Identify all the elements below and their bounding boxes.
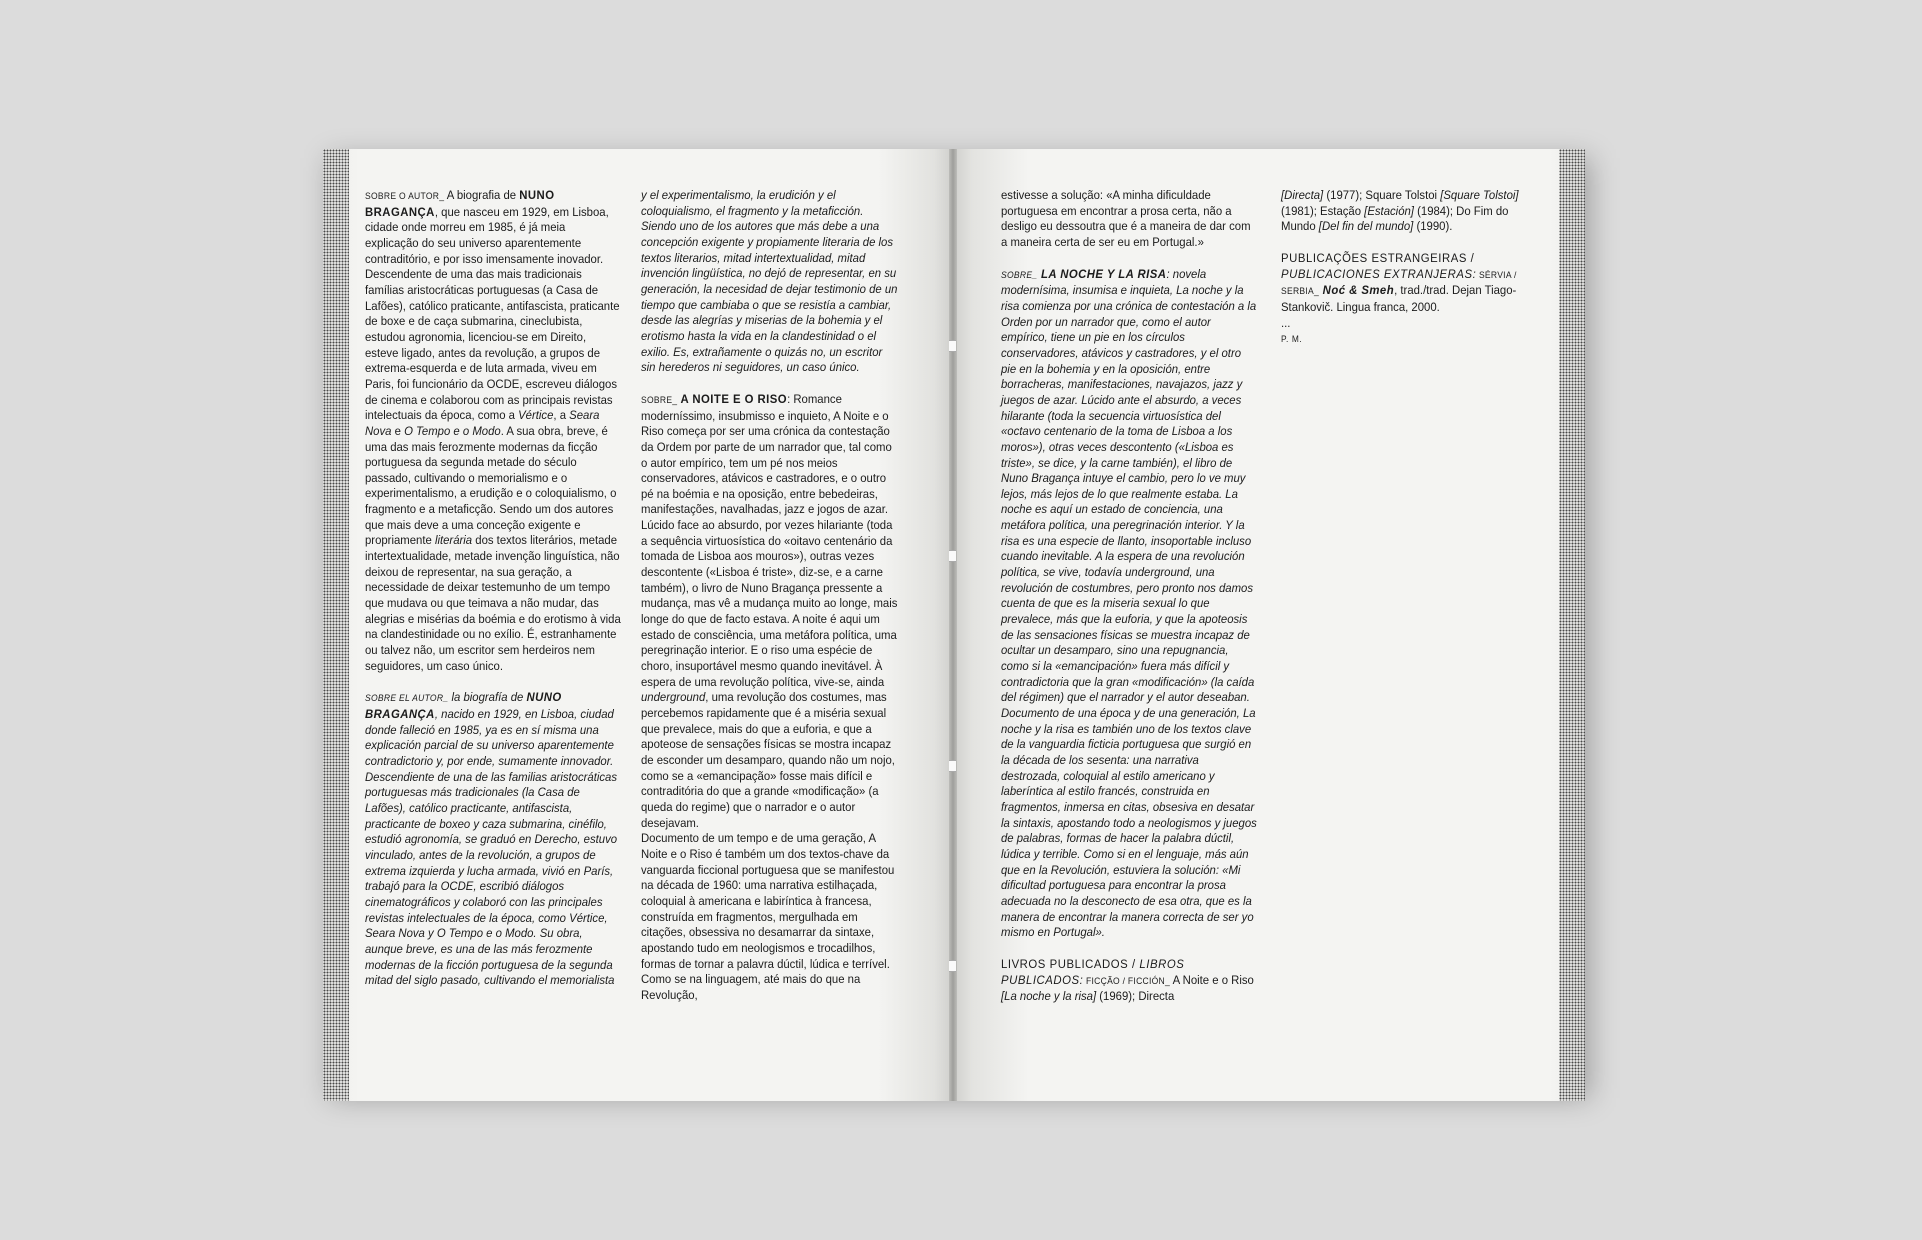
text: comienza por una crónica de contestación a la Orden por un narrador que, como el autor empírico, tiene un pie en los círculos conservadores, atávicos y castradores, y el otro pie en la bohemia y en la oposición, entre borracheras, manifestaciones, navajazos, jazz y juegos de azar. Lúcido ante el absurdo, a veces hilarante (toda la secuencia virtuosística del «octavo centenario de la toma de Lisboa a los moros»), otras veces descontento («Lisboa es triste», se dice, y la carne también), el libro de Nuno Bragança intuye el cambio, pero lo ve muy lejos, más lejos de lo que realmente estaba. [1001, 298, 1257, 501]
magazine-title: Seara Nova [365, 408, 600, 438]
book-title: Noć & Smeh [1319, 283, 1395, 298]
about-author-es [365, 690, 622, 988]
section-label: FICÇÃO / FICCIÓN_ [1083, 975, 1171, 986]
binding-stitch [949, 550, 956, 562]
author-name: NUNO BRAGANÇA [365, 188, 555, 219]
text: la biografía de [448, 690, 527, 705]
work-title: A noite [792, 612, 827, 627]
text: , que nasceu em 1929, em Lisboa, cidade onde morreu em 1985, é já meia explicação do seu universo aparentemente contraditório, e por isso imensamente inovador. Descendente de uma das mais tradicionais famílias aristocráticas portuguesas (a Casa de Lafões), católico praticante, antifascista, praticante de boxe e de caça submarina, cineclubista, estudou agronomia, licenciou-se em Direito, esteve ligado, antes da revolução, a grupos de extrema-esquerda e de luta armada, viveu em Paris, foi funcionário da OCDE, escreveu diálogos de cinema e colaborou com as principais revistas intelectuais da época, como a [365, 204, 620, 423]
book-gutter [949, 149, 957, 1101]
about-novel-pt-cont: estivesse a solução: «A minha dificuldade portuguesa em encontrar a prosa certa, não a desligo eu dessoutra que é a maneira de dar com a maneira certa de ser eu em Portugal.» [1001, 188, 1251, 249]
binding-stitch [949, 760, 956, 772]
book-title-es: [Del fin del mundo] [1318, 219, 1414, 234]
author-initials: P. M. [1281, 334, 1303, 345]
author-name: NUNO BRAGANÇA [365, 690, 562, 721]
text: (1984); Do Fim do Mundo [1281, 203, 1509, 234]
foreign-publications [1281, 251, 1532, 348]
emphasis: literária [434, 533, 473, 548]
section-label: SOBRE_ [1001, 269, 1038, 280]
book-title-es: [Directa] [1281, 188, 1324, 202]
text: . A sua obra, breve, é uma das mais ferozmente modernas da ficção portuguesa da segunda metade do século passado, cultivando o memorialismo e o experimentalismo, a erudição e o coloquialismo, o fragmento e a metaficção. Sendo um dos autores que mais deve a uma conceção exigente e propriamente [365, 423, 617, 548]
column-3 [1001, 188, 1258, 1021]
text: (1977); Square Tolstoi [1323, 188, 1441, 202]
binding-stitch [949, 960, 956, 972]
text: A biografia de [444, 188, 520, 202]
book-title-es: [La noche y la risa] [1001, 989, 1097, 1004]
about-novel-es [1001, 267, 1258, 941]
work-title: La noche y la risa [1001, 706, 1256, 736]
halftone-edge-left [323, 149, 349, 1101]
work-title: La noche y la risa [1001, 283, 1244, 313]
text: , uma revolução dos costumes, mas percebemos rapidamente que é a miséria sexual que prevalece, mais do que a euforia, e que a apoteose de sensações físicas se mostra incapaz de esconder um desamparo, quando não um nojo, como se a «emancipação» fosse mais difícil e contraditória do que a grande «modificação» (a queda do regime) que o narrador e o autor desejavam. [641, 690, 895, 830]
text: : Romance moderníssimo, insubmisso e inquieto, [641, 391, 842, 423]
magazine-title: Vértice [518, 408, 554, 423]
text: , trad./trad. Dejan Tiago-Stankovič. Lingua franca, 2000. [1281, 283, 1517, 314]
published-books [1001, 957, 1258, 1005]
text: , a [553, 408, 570, 423]
book-title-es: [Square Tolstoi] [1440, 188, 1519, 202]
text: começa por ser uma crónica da contestação da Ordem por parte de um narrador que, tal como o autor empírico, tem um pé nos meios conservadores, atávicos e castradores, e o outro pé na boémia e na oposição, entre bebedeiras, manifestações, navalhadas, jazz e jogos de azar. Lúcido face ao absurdo, por vezes hilariante (toda a sequência virtuosística do «oitavo centenário da tomada de Lisboa aos mouros»), outras vezes descontente («Lisboa é triste», diz-se, e a carne também), o livro de Nuno Bragança pressente a mudança, mas vê a mudança muito ao longe, mais longe do que de facto estava. [641, 424, 898, 627]
work-title: A Noite e o Riso [641, 831, 876, 861]
work-title: La noche [1001, 486, 1238, 517]
section-label: SOBRE O AUTOR_ [365, 191, 445, 201]
published-books-cont [1281, 188, 1532, 235]
section-label: SOBRE_ [641, 394, 678, 405]
text: e [391, 423, 405, 438]
text: Documento de una época y de una generación, [1001, 706, 1243, 720]
ellipsis: ... [1281, 315, 1291, 330]
work-title: A Noite e o Riso [641, 408, 889, 439]
book-title: A Noite e o Riso [1170, 972, 1254, 987]
text: (1969); Directa [1096, 989, 1175, 1004]
section-label: SOBRE EL AUTOR_ [365, 693, 449, 704]
binding-stitch [949, 340, 956, 352]
text: : novela modernísima, insumisa e inquieta, [1001, 266, 1207, 298]
novel-title: A NOITE E O RISO [677, 391, 788, 406]
book-title-es: [Estación] [1364, 203, 1414, 218]
text: es aquí un estado de conciencia, una metáfora política, una peregrinación interior. [1001, 502, 1226, 533]
about-author-es-cont: y el experimentalismo, la erudición y el coloquialismo, el fragmento y la metaficción. Siendo uno de los autores que más debe a una concepción exigente y propiamente literaria de los textos literarios, mitad intertextualidad, mitad invención lingüística, no dejó de representar, en su generación, la necesidad de dejar testimonio de un tiempo que cambiaba o que se resistía a cambiar, desde las alegrías y miserias de la bohemia y el erotismo hasta la vida en la clandestinidad o el exilio. Es, extrañamente o quizás no, un escritor sin herederos ni seguidores, un caso único. [641, 188, 898, 375]
text: , nacido en 1929, en Lisboa, ciudad donde falleció en 1985, ya es en sí misma una explicación parcial de su universo aparentemente contradictorio y, por ende, sumamente innovador. Descendiente de una de las familias aristocráticas portuguesas más tradicionales (la Casa de Lafões), católico practicante, antifascista, practicante de boxeo y caza submarina, cinéfilo, estudió agronomía, se graduó en Derecho, estuvo vinculado, antes de la revolución, a grupos de extrema izquierda y lucha armada, vivió en París, trabajó para la OCDE, escribió diálogos cinematográficos y colaboró con las principales revistas intelectuales de la época, como Vértice, Seara Nova y O Tempo e o Modo. Su obra, aunque breve, es una de las más ferozmente modernas de la ficción portuguesa de la segunda mitad del siglo pasado, cultivando el memorialista [365, 707, 618, 988]
heading: PUBLICACIONES EXTRANJERAS: [1281, 266, 1477, 281]
heading: PUBLICAÇÕES ESTRANGEIRAS / [1281, 250, 1475, 265]
text: es también uno de los textos clave de la vanguardia ficticia portuguesa que surgió en la década de los sesenta: una narrativa destrozada, coloquial al estilo americano y laberíntica al estilo francés, construida en fragmentos, inmersa en citas, obsesiva en desatar la sintaxis, apostando todo a neologismos y juegos de palabras, formas de hacer la palabra dúctil, lúdica y terrible. Como si en el lenguaje, más aún que en la Revolución, estuviera la solución: «Mi dificultad portuguesa para encontrar la prosa adecuada no la desconecto de esa otra, que es la manera de encontrar la manera correcta de ser yo mismo en Portugal». [1001, 721, 1257, 940]
about-author-pt [365, 188, 622, 674]
text: es una especie de llanto, insoportable incluso cuando inevitable. A la espera de una revolución política, se vive, todavía underground, una revolución de costumbres, pero pronto nos damos cuenta de que es la miseria sexual lo que prevalece, más que la euforia, y que la apoteosis de las sensaciones físicas se muestra incapaz de ocultar un desamparo, sino una repugnancia, como si la «emancipación» fuera más difícil y contradictoria que la gran «modificación» (la caída del régimen) que el narrador y el autor deseaban. [1001, 533, 1255, 705]
work-title: Y la risa [1001, 518, 1245, 548]
text: (1981); Estação [1281, 203, 1365, 218]
work-title: E o riso [750, 643, 790, 658]
halftone-edge-right [1559, 149, 1585, 1101]
text: é também um dos textos-chave da vanguarda ficcional portuguesa que se manifestou na década de 1960: uma narrativa estilhaçada, coloquial à americana e labiríntica à francesa, construída em fragmentos, mergulhada em citações, obsessiva no desamarrar da sintaxe, apostando tudo em neologismos e trocadilhos, formas de tornar a palavra dúctil, lúdica e terrível. Como se na linguagem, até mais do que na Revolução, [641, 846, 895, 1002]
text: é aqui um estado de consciência, uma metáfora política, uma peregrinação interior. [641, 612, 897, 658]
heading: LIBROS PUBLICADOS: [1001, 956, 1185, 987]
section-label: SÉRVIA / SERBIA_ [1281, 269, 1517, 297]
about-novel-pt [641, 392, 898, 1004]
heading: LIVROS PUBLICADOS / [1001, 956, 1140, 971]
text: dos textos literários, metade intertextualidade, metade invenção linguística, não deixou de representar, na sua geração, a necessidade de deixar testemunho de um tempo que mudava ou que teimava a não mudar, das alegrias e misérias da boémia e do erotismo à vida na clandestinidade ou no exílio. É, estranhamente ou talvez não, um escritor sem herdeiros nem seguidores, um caso único. [365, 533, 621, 673]
text: (1990). [1413, 219, 1453, 234]
novel-title: LA NOCHE Y LA RISA [1037, 266, 1167, 281]
emphasis: underground [641, 690, 706, 705]
magazine-title: O Tempo e o Modo [404, 423, 501, 438]
text: Documento de um tempo e de uma geração, [641, 831, 869, 846]
column-2 [641, 188, 898, 1019]
column-4 [1281, 188, 1532, 364]
text: uma espécie de choro, insuportável mesmo quando inevitável. À espera de uma revolução política, vive-se, ainda [641, 643, 885, 689]
column-1 [365, 188, 622, 1005]
